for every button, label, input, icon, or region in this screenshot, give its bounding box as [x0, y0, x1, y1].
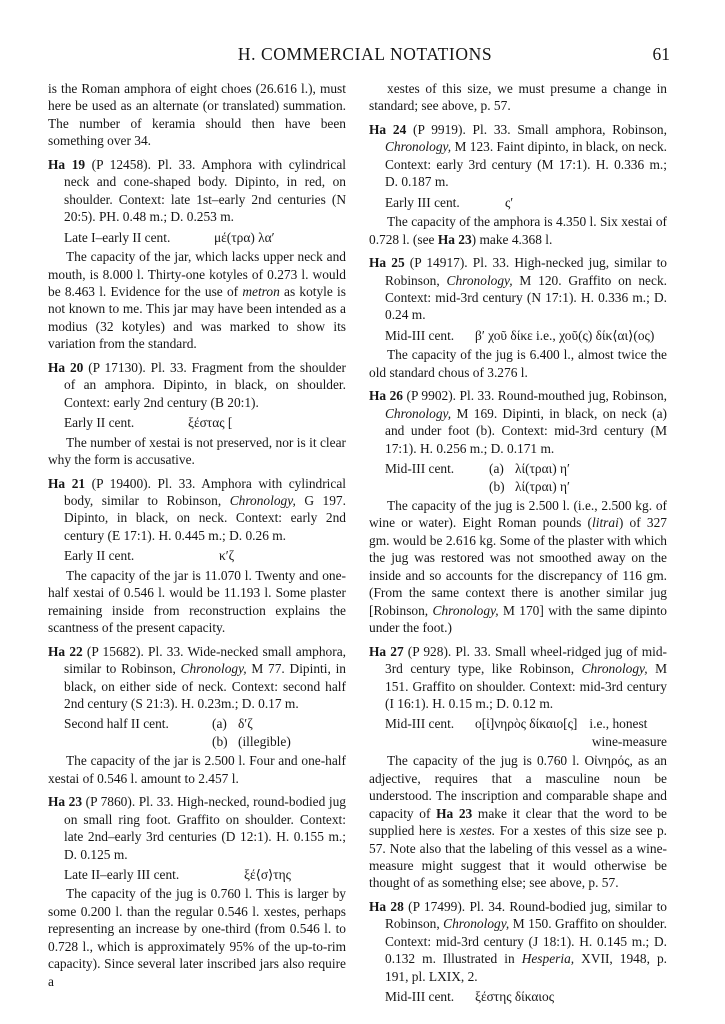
- inscription-text: ο[ἰ]νηρὸς δίκαιο[ς]: [475, 716, 578, 732]
- inscription-text: ξέ⟨σ⟩της: [244, 867, 291, 883]
- commentary-paragraph: [369, 752, 667, 892]
- entry-description: M 123. Faint dipinto, in black, on neck. Context: early 3rd century (M 17:1). H. 0.336 m.; D. 0.187 m.: [385, 139, 667, 190]
- commentary-paragraph: The number of xestai is not preserved, nor is it clear why the form is accusative.: [48, 434, 346, 468]
- entry-ha28: [369, 898, 667, 985]
- right-column: [369, 80, 667, 1008]
- commentary-paragraph: The capacity of the jar is 2.500 l. Four and one-half xestai of 0.546 l. amount to 2.457 l.: [48, 753, 346, 786]
- date-label: Early II cent.: [64, 415, 135, 431]
- entry-italic: Chronology,: [443, 916, 510, 932]
- entry-description: M 150. Graffito on shoulder. Context: mid-3rd century (J 18:1). H. 0.145 m.; D. 0.132 m. Illustrated in: [385, 916, 667, 967]
- inscription-line: [369, 194, 667, 211]
- inscription-row: [385, 460, 667, 477]
- commentary-text: The capacity of the amphora is 4.350 l. Six xestai of 0.728 l. (see: [369, 214, 667, 247]
- inscription-text: δ′ζ: [238, 716, 253, 732]
- entry-italic: Chronology,: [581, 661, 648, 677]
- entry-italic: Chronology,: [229, 492, 296, 508]
- inscription-line: [48, 866, 346, 883]
- date-label: Late II–early III cent.: [64, 867, 180, 883]
- inscription-gloss: wine-measure: [591, 733, 667, 749]
- date-label: Early II cent.: [64, 548, 135, 564]
- entry-id: Ha 26: [369, 388, 404, 404]
- commentary-paragraph: The capacity of the jug is 0.760 l. This is larger by some 0.200 l. than the regular 0.546 l. xestes, perhaps representing an increase by one-third (from 0.546 l. to 0.728 l., which is approximately 95% of the up-to-rim capacity). Since several later inscribed jars also require a: [48, 886, 346, 989]
- inscription-table: [369, 460, 667, 495]
- commentary-text: make it clear that the word to be supplied here is: [369, 805, 667, 839]
- date-label: Mid-III cent.: [385, 989, 455, 1005]
- entry-italic: Chronology,: [180, 661, 247, 677]
- commentary-italic: metron: [242, 283, 280, 299]
- date-label: Early III cent.: [385, 194, 460, 210]
- entry-ha19: [48, 156, 346, 226]
- entry-ha24: [369, 121, 667, 191]
- inscription-mark: (a): [489, 461, 504, 477]
- cross-reference: Ha 23: [436, 805, 473, 821]
- commentary-text: The capacity of the jug is 2.500 l. (i.e., 2.500 kg. of wine or water). Eight Roman pounds (: [369, 497, 667, 531]
- entry-description: (P 9919). Pl. 33. Small amphora, Robinson,: [406, 121, 667, 137]
- commentary-paragraph: [48, 248, 346, 353]
- entry-italic: Chronology,: [446, 272, 513, 288]
- entry-id: Ha 19: [48, 156, 86, 172]
- inscription-row: [64, 715, 346, 732]
- commentary-text: The capacity of the jug is 0.760 l. Οἰνηρός, as an adjective, requires that a masculine noun be understood. The inscription and comparable shape and capacity of: [369, 753, 667, 821]
- inscription-table: [369, 715, 667, 750]
- inscription-line: [48, 229, 346, 246]
- left-column: [48, 80, 346, 990]
- inscription-row: [385, 478, 667, 495]
- entry-ha21: [48, 475, 346, 545]
- inscription-gloss: i.e., honest: [589, 716, 648, 732]
- entry-description: (P 17499). Pl. 34. Round-bodied jug, similar to Robinson,: [385, 898, 667, 932]
- date-label: Late I–early II cent.: [64, 229, 171, 245]
- continuation-paragraph: is the Roman amphora of eight choes (26.616 l.), must here be used as an alternate (or translated) summation. The number of keramia should then have been something over 34.: [48, 81, 346, 149]
- entry-description: (P 928). Pl. 33. Small wheel-ridged jug of mid-3rd century type, like Robinson,: [385, 643, 667, 677]
- inscription-text: ξέστης δίκαιος: [475, 989, 555, 1005]
- inscription-text: λί(τραι) η′: [515, 461, 570, 477]
- inscription-text: β′ χοῦ δίκε i.e., χοῦ(ς) δίκ⟨αι⟩(ος): [475, 327, 655, 343]
- entry-ha25: [369, 254, 667, 324]
- inscription-mark: (b): [212, 733, 228, 749]
- commentary-italic: xestes.: [459, 823, 496, 839]
- inscription-text: (illegible): [238, 733, 291, 749]
- date-label: Mid-III cent.: [385, 716, 455, 732]
- page-number: 61: [652, 44, 670, 64]
- entry-italic: Hesperia,: [521, 951, 575, 967]
- inscription-row: [385, 715, 667, 732]
- entry-id: Ha 28: [369, 898, 404, 914]
- running-head: H. COMMERCIAL NOTATIONS: [237, 44, 493, 64]
- commentary-paragraph: The capacity of the jar is 11.070 l. Twenty and one-half xestai of 0.546 l. would be 11.193 l. Some plaster remaining inside from reconstruction explains the scantness of the present capacity.: [48, 567, 346, 636]
- entry-description: (P 12458). Pl. 33. Amphora with cylindrical neck and cone-shaped body. Dipinto, in red, on shoulder. Context: late 1st–early 2nd centuries (N 20:5). PH. 0.48 m.; D. 0.253 m.: [64, 156, 346, 225]
- inscription-text: λί(τραι) η′: [515, 478, 570, 494]
- page-header: [60, 44, 670, 70]
- date-label: Mid-III cent.: [385, 327, 455, 343]
- entry-description: (P 19400). Pl. 33. Amphora with cylindrical body, similar to Robinson,: [64, 475, 346, 508]
- inscription-line: [369, 988, 667, 1005]
- commentary-italic: Chronology,: [432, 602, 499, 618]
- entry-id: Ha 25: [369, 255, 405, 271]
- entry-description: (P 9902). Pl. 33. Round-mouthed jug, Robinson,: [403, 388, 667, 404]
- entry-description: M 169. Dipinti, in black, on neck (a) and under foot (b). Context: mid-3rd century (M 17:1). H. 0.256 m.; D. 0.171 m.: [385, 405, 667, 456]
- commentary-text: The capacity of the jar, which lacks upper neck and mouth, is 8.000 l. Thirty-one kotyles of 0.273 l. would be 8.463 l. Evidence for the use of: [48, 249, 346, 299]
- inscription-row: [385, 733, 667, 750]
- commentary-paragraph: The capacity of the jug is 6.400 l., almost twice the old standard chous of 3.276 l.: [369, 347, 667, 380]
- entry-ha23: [48, 793, 346, 863]
- inscription-mark: (b): [489, 478, 505, 494]
- entry-id: Ha 27: [369, 643, 404, 659]
- entry-italic: Chronology,: [385, 139, 452, 155]
- entry-description: M 120. Graffito on neck. Context: mid-3rd century (N 17:1). H. 0.336 m.; D. 0.24 m.: [385, 272, 667, 323]
- inscription-table: [48, 715, 346, 750]
- inscription-text: ξέστας [: [188, 415, 233, 431]
- entry-id: Ha 24: [369, 121, 407, 137]
- date-label: Mid-III cent.: [385, 461, 455, 477]
- commentary-paragraph: [369, 497, 667, 637]
- entry-id: Ha 23: [48, 794, 83, 810]
- inscription-line: [369, 327, 667, 344]
- entry-ha27: [369, 643, 667, 713]
- entry-description: M 151. Graffito on shoulder. Context: mid-3rd century (I 16:1). H. 0.15 m.; D. 0.12 m.: [385, 661, 667, 711]
- date-label: Second half II cent.: [64, 716, 169, 732]
- entry-id: Ha 21: [48, 475, 86, 491]
- entry-description: (P 17130). Pl. 33. Fragment from the shoulder of an amphora. Dipinto, in black, on shoulder. Context: early 2nd century (B 20:1).: [64, 359, 346, 410]
- inscription-row: [64, 733, 346, 750]
- inscription-line: [48, 414, 346, 431]
- entry-description: G 197. Dipinto, in black, on neck. Context: early 2nd century (E 17:1). H. 0.445 m.; D. 0.26 m.: [64, 492, 346, 543]
- entry-description: (P 14917). Pl. 33. High-necked jug, similar to Robinson,: [385, 255, 667, 288]
- commentary-paragraph: [369, 213, 667, 248]
- commentary-italic: litrai: [592, 515, 619, 531]
- entry-id: Ha 22: [48, 643, 83, 659]
- entry-ha26: [369, 387, 667, 457]
- inscription-text: ς′: [505, 194, 514, 210]
- entry-description: XVII, 1948, p. 191, pl. LXIX, 2.: [385, 951, 667, 984]
- entry-italic: Chronology,: [385, 405, 452, 421]
- continuation-paragraph: xestes of this size, we must presume a change in standard; see above, p. 57.: [369, 81, 667, 114]
- inscription-text: μέ(τρα) λα′: [214, 229, 275, 245]
- entry-description: (P 7860). Pl. 33. High-necked, round-bodied jug on small ring foot. Graffito on shoulder. Context: late 2nd–early 3rd centuries (D 12:1). H. 0.155 m.; D. 0.125 m.: [64, 794, 346, 862]
- entry-ha20: [48, 359, 346, 411]
- commentary-text: M 170] with the same dipinto under the foot.): [369, 602, 667, 636]
- entry-description: (P 15682). Pl. 33. Wide-necked small amphora, similar to Robinson,: [64, 643, 346, 677]
- inscription-mark: (a): [212, 716, 227, 732]
- entry-id: Ha 20: [48, 359, 84, 375]
- commentary-text: ) make 4.368 l.: [471, 231, 553, 247]
- inscription-text: κ′ζ: [219, 548, 235, 564]
- commentary-text: ) of 327 gm. would be 2.616 kg. Some of the plaster with which the jug was restored was not smoothed away on the inside and so accounts for the discrepancy of 116 gm. (From the same context there is another similar jug [Robinson,: [369, 515, 667, 618]
- commentary-text: as kotyle is not known to me. This jar may have been intended as a modius (32 kotyles) and was marked to show its variation from the standard.: [48, 283, 346, 352]
- cross-reference: Ha 23: [437, 231, 472, 247]
- entry-ha22: [48, 643, 346, 713]
- entry-description: M 77. Dipinti, in black, on either side of neck. Context: second half 2nd century (S 21:3). H. 0.23m.; D. 0.17 m.: [64, 661, 346, 711]
- inscription-line: [48, 547, 346, 564]
- commentary-text: For a xestes of this size see p. 57. Note also that the labeling of this vessel as a wine-measure might suggest that it would otherwise be thought of as something else; see above, p. 57.: [369, 823, 667, 891]
